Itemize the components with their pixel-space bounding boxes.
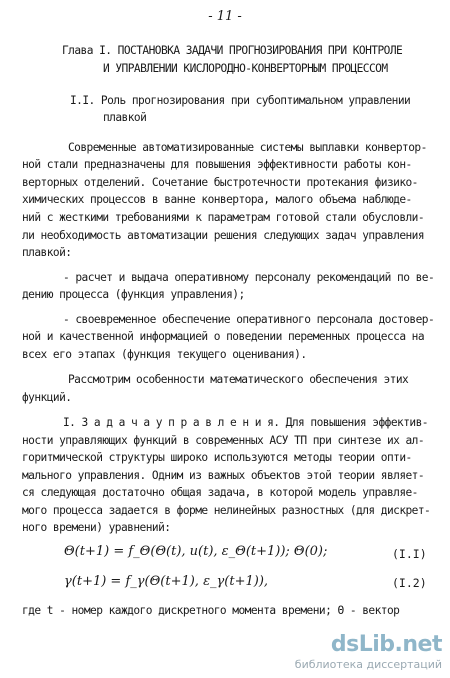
body-line: Современные автоматизированные системы выплавки конвертор- — [68, 141, 427, 154]
equation-1: Θ(t+1) = f_Θ(Θ(t), u(t), ε_Θ(t+1)); Θ(0); — [64, 544, 328, 559]
body-line: плавкой: — [22, 246, 72, 259]
list-item-line: всех его этапах (функция текущего оценивания). — [22, 348, 307, 361]
section-heading-line-2: плавкой — [103, 111, 147, 124]
body-line: ся следующая достаточно общая задача, в которой модель управляе- — [22, 486, 418, 499]
body-line-last: где t - номер каждого дискретного момента времени; Θ - вектор — [22, 604, 400, 617]
body-line: ной стали предназначены для повышения эффективности работы кон- — [22, 158, 412, 171]
body-line: Рассмотрим особенности математического обеспечения этих — [68, 373, 409, 386]
list-item-line: дению процесса (функция управления); — [22, 288, 245, 301]
body-line: химических процессов в ванне конвертора, малого объема наблюде- — [22, 193, 412, 206]
list-item-line: ной и качественной информацией о поведении переменных процесса на — [22, 330, 425, 343]
watermark — [252, 632, 442, 672]
chapter-heading-line-1: Глава I. ПОСТАНОВКА ЗАДАЧИ ПРОГНОЗИРОВАНИЯ ПРИ КОНТРОЛЕ — [62, 44, 403, 57]
equation-1-label: (I.I) — [392, 547, 427, 561]
list-item-line: - своевременное обеспечение оперативного персонала достовер- — [63, 313, 435, 326]
body-line: мого процесса задается в форме нелинейных разностных (для дискрет- — [22, 504, 431, 517]
equation-2: γ(t+1) = f_γ(Θ(t+1), ε_γ(t+1)), — [64, 574, 269, 589]
page-number: - 11 - — [208, 9, 242, 24]
body-line: I. З а д а ч а у п р а в л е н и я. Для повышения эффектив- — [63, 416, 428, 429]
body-line: ности управляющих функций в современных АСУ ТП при синтезе их ал- — [22, 434, 425, 447]
list-item-line: - расчет и выдача оперативному персоналу рекомендаций по ве- — [63, 271, 435, 284]
watermark-subtitle: библиотека диссертаций — [294, 658, 442, 671]
equation-2-label: (I.2) — [392, 576, 427, 590]
watermark-logo: dsLib.net — [330, 632, 442, 657]
body-line: мального управления. Одним из важных объектов этой теории являет- — [22, 469, 425, 482]
body-line: функций. — [22, 391, 72, 404]
chapter-heading-line-2: И УПРАВЛЕНИИ КИСЛОРОДНО-КОНВЕРТОРНЫМ ПРОЦЕССОМ — [103, 62, 388, 75]
body-line: ний с жесткими требованиями к параметрам готовой стали обусловли- — [22, 211, 425, 224]
body-line: верторных отделений. Сочетание быстротечности протекания физико- — [22, 176, 418, 189]
body-line: ли необходимость автоматизации решения следующих задач управления — [22, 229, 425, 242]
body-line: горитмической структуры широко используются методы теории опти- — [22, 451, 412, 464]
body-line: ного времени) уравнений: — [22, 521, 171, 534]
section-heading-line-1: I.I. Роль прогнозирования при субоптимальном управлении — [70, 94, 411, 107]
